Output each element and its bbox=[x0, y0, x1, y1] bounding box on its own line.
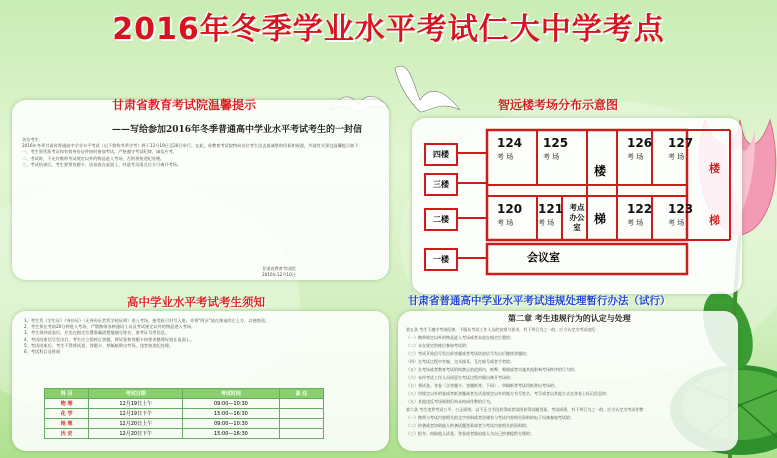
table-header: 备 注 bbox=[279, 389, 323, 399]
regulation-line: （八）用规定以外的笔或者纸答题或者在试卷规定以外的地方书写姓名、考号或者以其他方式在答卷上标记信息的； bbox=[406, 391, 610, 396]
table-header-row bbox=[45, 389, 324, 399]
table-header: 科 目 bbox=[45, 389, 89, 399]
regulation-line: （一）携带与考试内容相关的文字材料或者存储有与考试内容相关资料的电子设备参加考试的； bbox=[406, 415, 574, 420]
floor-1-label: 一楼 bbox=[424, 248, 458, 271]
room-121-number: 121 bbox=[538, 202, 564, 216]
letter-paragraph: 二、考试时，不允许携带考试规定以外的物品进入考场，否则将按违纪处理。 bbox=[22, 155, 165, 161]
table-cell: 12月19日上午 bbox=[89, 399, 183, 409]
stairs-label-2: 梯 bbox=[594, 212, 607, 226]
table-cell bbox=[279, 409, 323, 419]
office-room bbox=[566, 203, 588, 233]
room-122-label: 考 场 bbox=[627, 219, 644, 227]
rules-heading: 高中学业水平考试考生须知 bbox=[127, 295, 265, 309]
office-label-2: 办公室 bbox=[569, 213, 585, 232]
regulation-line: （七）将试卷、答卷（含答题卡、答题纸等，下同）、草稿纸等考试用纸带出考场的； bbox=[406, 383, 558, 388]
table-cell bbox=[279, 399, 323, 409]
regulation-chapter: 第二章 考生违规行为的认定与处理 bbox=[508, 313, 631, 323]
table-cell: 15:00—16:30 bbox=[183, 429, 279, 439]
floor-3-label: 三楼 bbox=[424, 173, 458, 196]
room-123-label: 考 场 bbox=[668, 219, 685, 227]
table-cell bbox=[279, 429, 323, 439]
rules-item: 3、考生领到试卷后，应先在指定位置准确清楚地填写姓名、准考证号等信息。 bbox=[24, 330, 170, 336]
room-126-number: 126 bbox=[627, 136, 653, 150]
table-cell: 物 理 bbox=[45, 399, 89, 409]
regulation-line: （六）未经考试工作人员同意在考试过程中擅自离开考场的； bbox=[406, 375, 514, 380]
rules-item: 2、考生须在考前20分钟进入考场，严禁携带各种通讯工具及考试规定以外的物品进入考场。 bbox=[24, 324, 196, 330]
regulation-line: （四）在考试过程中旁窥、交头接耳、互打暗号或者手势的； bbox=[406, 359, 514, 364]
table-cell: 地 理 bbox=[45, 419, 89, 429]
table-cell: 09:00—10:30 bbox=[183, 399, 279, 409]
room-124-number: 124 bbox=[497, 136, 523, 150]
letter-greeting: 各位考生： bbox=[22, 137, 43, 142]
letter-subheading: ——写给参加2016年冬季普通高中学业水平考试考生的一封信 bbox=[112, 125, 363, 135]
regulation-body bbox=[406, 326, 731, 438]
letter-body bbox=[22, 137, 382, 168]
letter-paragraph: 2016年冬季甘肃省普通高中学业水平考试（以下简称冬季学考）将于12月19日至20日举行。在此，省教育考试院特向各位考生送去最诚挚的问候和祝愿，并就有关事宜温馨提示如下： bbox=[22, 143, 363, 149]
regulation-heading: 甘肃省普通高中学业水平考试违规处理暂行办法（试行） bbox=[408, 295, 671, 307]
table-cell: 历 史 bbox=[45, 429, 89, 439]
letter-paragraph: 一、考生须凭准考证和有效身份证件按时参加考试，严格遵守考试纪律，诚信应考。 bbox=[22, 149, 177, 155]
rules-item: 5、考试结束后，考生不得将试卷、答题卡、草稿纸带出考场，违者按违纪处理。 bbox=[24, 342, 174, 348]
table-cell: 12月20日下午 bbox=[89, 429, 183, 439]
room-124-label: 考 场 bbox=[497, 153, 514, 161]
letter-signature: 甘肃省教育考试院 bbox=[262, 266, 296, 271]
office-label-1: 考点 bbox=[569, 203, 585, 212]
room-127-label: 考 场 bbox=[668, 153, 685, 161]
right-stairs-label-1: 楼 bbox=[709, 162, 720, 175]
room-120-number: 120 bbox=[497, 202, 523, 216]
floor-4-label: 四楼 bbox=[424, 143, 458, 166]
regulation-line: （二）未在规定的座位参加考试的； bbox=[406, 343, 470, 348]
room-125-number: 125 bbox=[543, 136, 569, 150]
table-cell: 12月19日下午 bbox=[89, 409, 183, 419]
regulation-line: 第六条 考生违背考试公平、公正原则，以不正当手段获得或者试图获得试题答案、考试成绩，有下列行为之一的，应当认定为考试作弊： bbox=[406, 407, 648, 412]
regulation-line: （二）抄袭或者协助他人抄袭试题答案或者与考试内容相关的资料的； bbox=[406, 423, 530, 428]
room-127-number: 127 bbox=[668, 136, 694, 150]
letter-date: 2016年12月10日 bbox=[262, 272, 296, 277]
room-125-label: 考 场 bbox=[543, 153, 560, 161]
room-126-label: 考 场 bbox=[627, 153, 644, 161]
table-header: 考试日期 bbox=[89, 389, 183, 399]
table-cell: 15:00—16:30 bbox=[183, 409, 279, 419]
table-cell: 09:00—10:30 bbox=[183, 419, 279, 429]
letter-heading: 甘肃省教育考试院温馨提示 bbox=[112, 98, 257, 112]
room-122-number: 122 bbox=[627, 202, 653, 216]
rules-list bbox=[24, 318, 379, 355]
exam-schedule-table bbox=[44, 388, 324, 439]
table-row bbox=[45, 429, 324, 439]
page-title: 2016年冬季学业水平考试仁大中学考点 bbox=[112, 12, 665, 47]
right-stairs-label-2: 梯 bbox=[709, 214, 720, 227]
rules-item: 1、考生凭《学生证》《身份证》（无身份证者凭学校证明）进入考场，接受检可对号入座，并将"两证"放在课桌的左上方，以便查验。 bbox=[24, 318, 270, 323]
room-120-label: 考 场 bbox=[497, 219, 514, 227]
rules-item: 4、考试结束信号发出后，考生应立即停止答题，将试卷和答题卡按要求整理好放在桌面上。 bbox=[24, 336, 195, 342]
table-cell: 12月20日上午 bbox=[89, 419, 183, 429]
table-row bbox=[45, 399, 324, 409]
floor-2-label: 二楼 bbox=[424, 208, 458, 231]
regulation-line: （一）携带规定以外的物品进入考场或者未放在指定位置的； bbox=[406, 335, 514, 340]
map-heading: 智远楼考场分布示意图 bbox=[498, 98, 619, 112]
regulation-line: （三）考试开始信号发出前答题或者考试结束信号发出后继续答题的； bbox=[406, 351, 530, 356]
stairs-label-1: 楼 bbox=[594, 164, 607, 178]
rules-item: 6、考试科目及时间 bbox=[24, 349, 61, 355]
room-123-number: 123 bbox=[668, 202, 694, 216]
regulation-line: （三）抢夺、窃取他人试卷、答卷或者胁迫他人为自己抄袭提供方便的； bbox=[406, 431, 534, 436]
regulation-line: （五）在考场或者教育考试机构禁止的范围内，喧哗、吸烟或者实施其他影响考场秩序的行为的； bbox=[406, 367, 578, 372]
letter-paragraph: 三、考试结束后，考生要将答题卡、试卷放在桌面上，经监考员清点后方可离开考场。 bbox=[22, 161, 182, 167]
table-row bbox=[45, 409, 324, 419]
regulation-line: （九）其他违反考场规则但尚未构成作弊的行为。 bbox=[406, 399, 494, 404]
room-121-label: 考 场 bbox=[538, 219, 555, 227]
table-row bbox=[45, 419, 324, 429]
table-cell: 化 学 bbox=[45, 409, 89, 419]
meeting-room-label: 会议室 bbox=[527, 251, 560, 264]
table-header: 考试时间 bbox=[183, 389, 279, 399]
table-cell bbox=[279, 419, 323, 429]
regulation-line: 第五条 考生不遵守考场纪律，不服从考试工作人员的安排与要求，有下列行为之一的，应当认定为考试违纪： bbox=[406, 327, 600, 332]
